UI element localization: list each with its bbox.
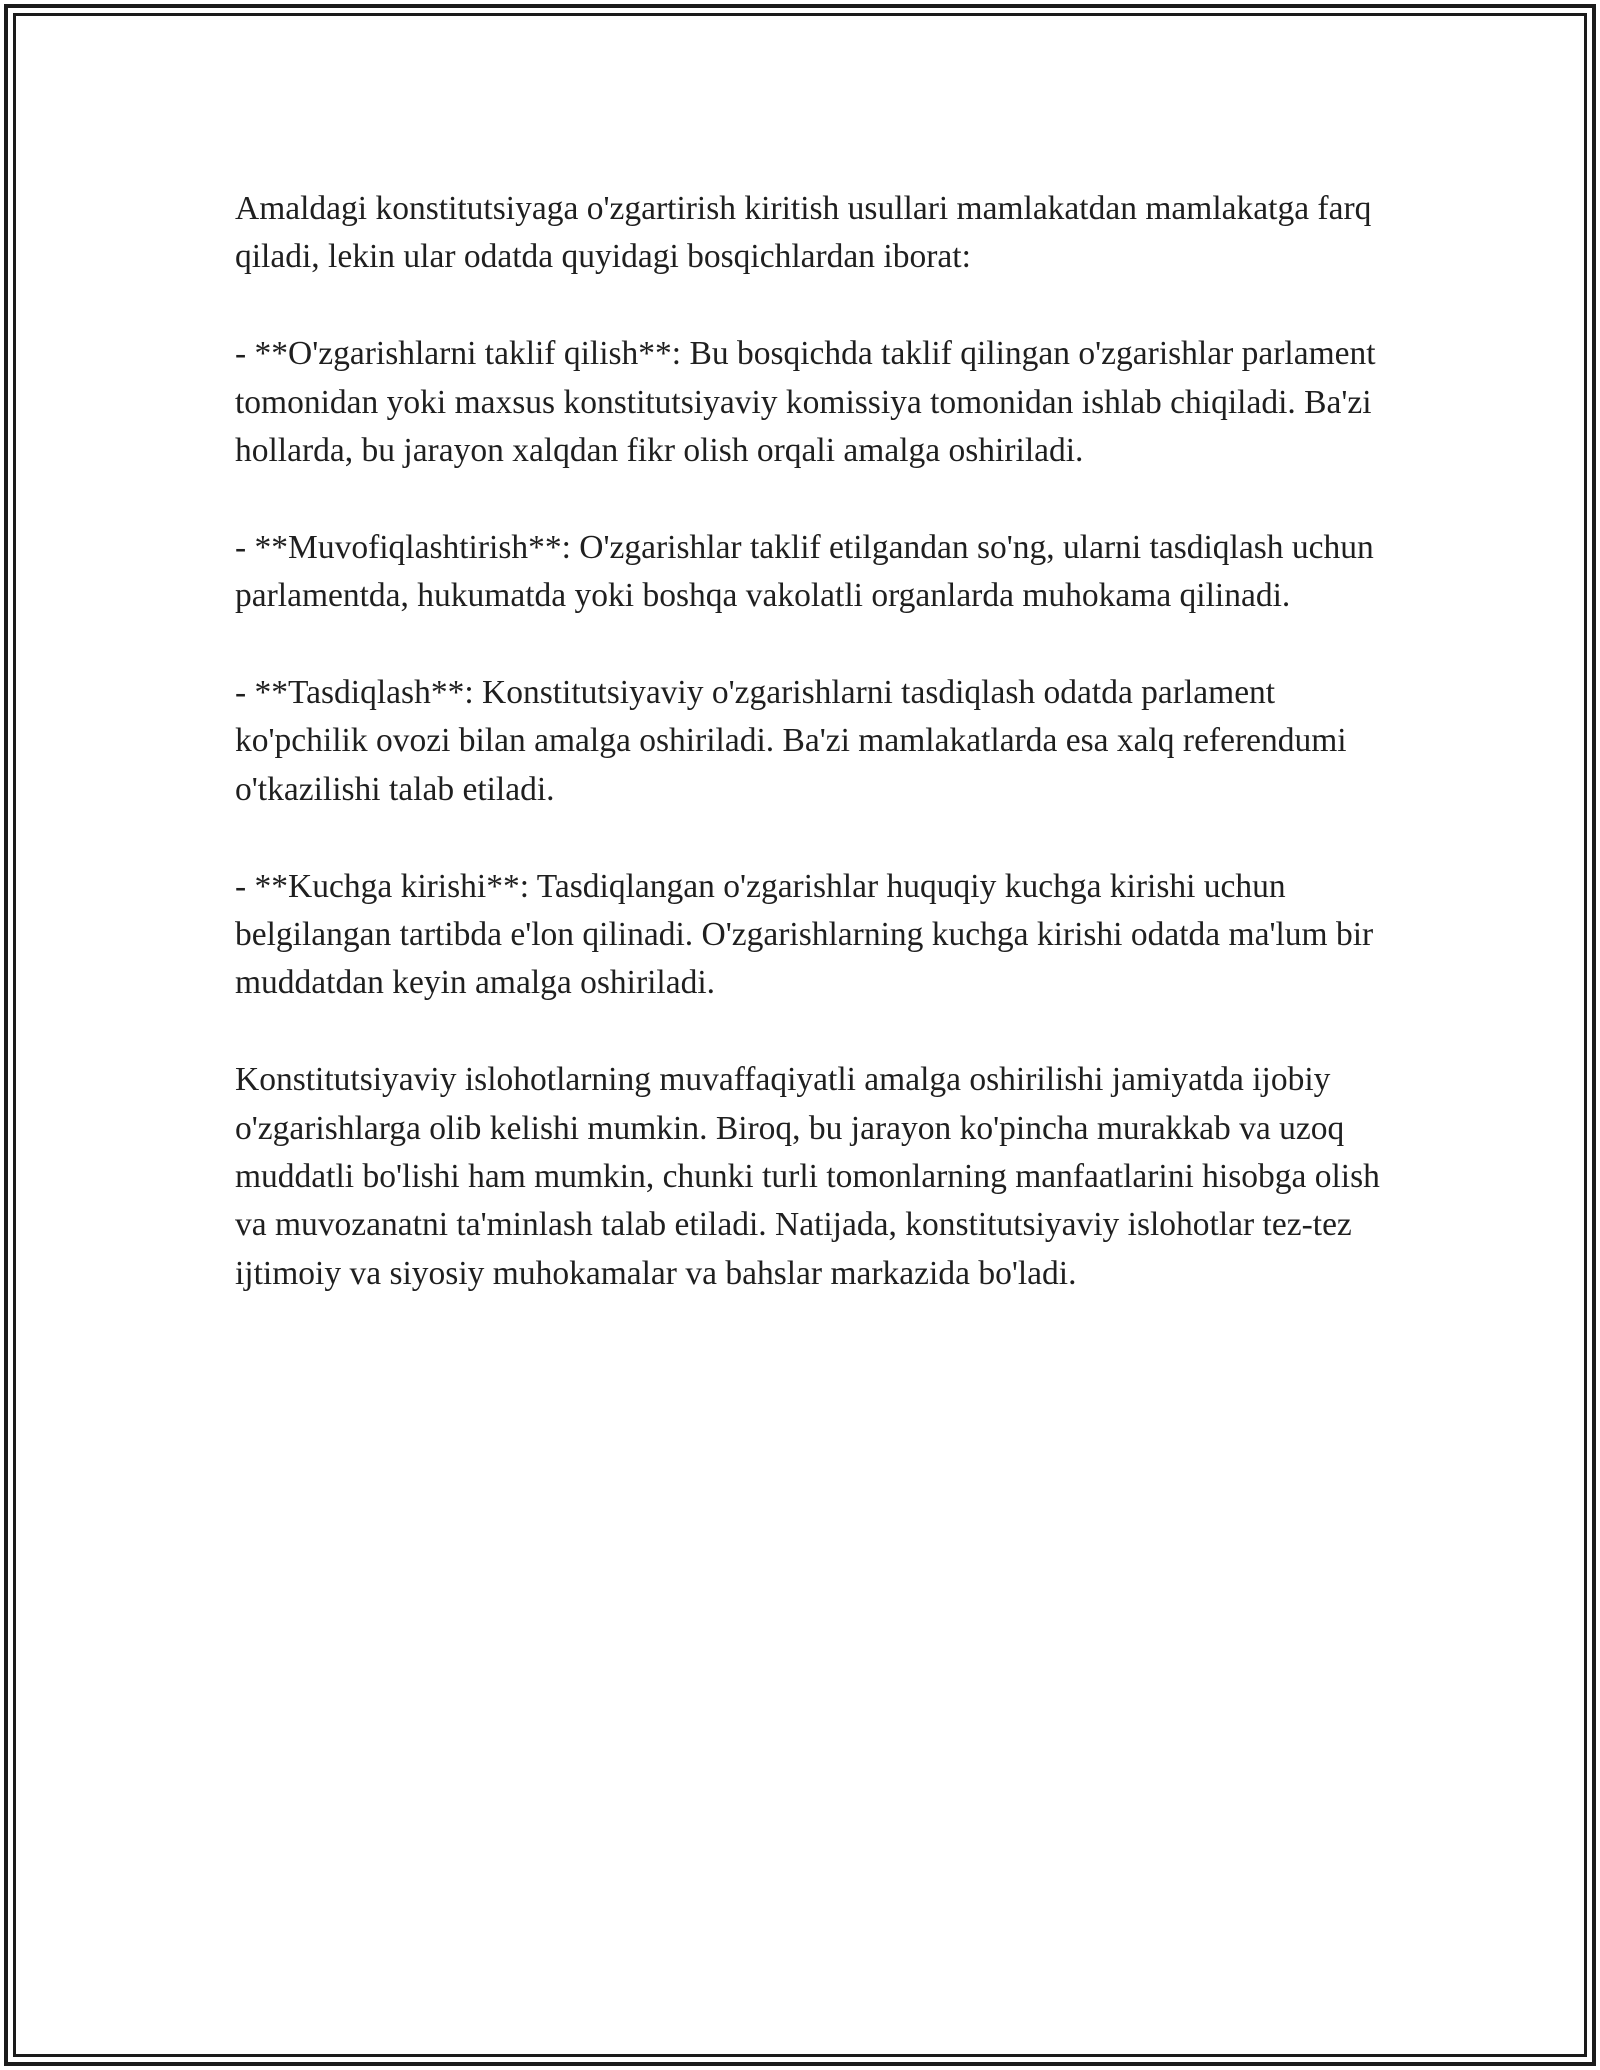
step-entry-into-force-paragraph: - **Kuchga kirishi**: Tasdiqlangan o'zgarishlar huquqiy kuchga kirishi uchun belgilangan tartibda e'lon qilinadi. O'zgarishlarning kuchga kirishi odatda ma'lum bir muddatdan keyin amalga oshiriladi. (235, 867, 1374, 1002)
step-coordination-paragraph: - **Muvofiqlashtirish**: O'zgarishlar taklif etilgandan so'ng, ularni tasdiqlash uchun parlamentda, hukumatda yoki boshqa vakolatli organlarda muhokama qilinadi. (235, 528, 1374, 615)
step-proposal-paragraph: - **O'zgarishlarni taklif qilish**: Bu bosqichda taklif qilingan o'zgarishlar parlament tomonidan yoki maxsus konstitutsiyaviy komissiya tomonidan ishlab chiqiladi. Ba'zi hollarda, bu jarayon xalqdan fikr olish orqali amalga oshiriladi. (235, 335, 1376, 470)
step-approval-paragraph: - **Tasdiqlash**: Konstitutsiyaviy o'zgarishlarni tasdiqlash odatda parlament ko'pchilik ovozi bilan amalga oshiriladi. Ba'zi mamlakatlarda esa xalq referendumi o'tkazilishi talab etiladi. (235, 674, 1347, 808)
conclusion-paragraph: Konstitutsiyaviy islohotlarning muvaffaqiyatli amalga oshirilishi jamiyatda ijobiy o'zgarishlarga olib kelishi mumkin. Biroq, bu jarayon ko'pincha murakkab va uzoq muddatli bo'lishi ham mumkin, chunki turli tomonlarning manfaatlarini hisobga olish va muvozanatni ta'minlash talab etiladi. Natijada, konstitutsiyaviy islohotlar tez-tez ijtimoiy va siyosiy muhokamalar va bahslar markazida bo'ladi. (235, 1061, 1380, 1292)
document-body (235, 185, 1385, 1298)
intro-paragraph: Amaldagi konstitutsiyaga o'zgartirish kiritish usullari mamlakatdan mamlakatga farq qiladi, lekin ular odatda quyidagi bosqichlardan iborat: (235, 190, 1372, 276)
